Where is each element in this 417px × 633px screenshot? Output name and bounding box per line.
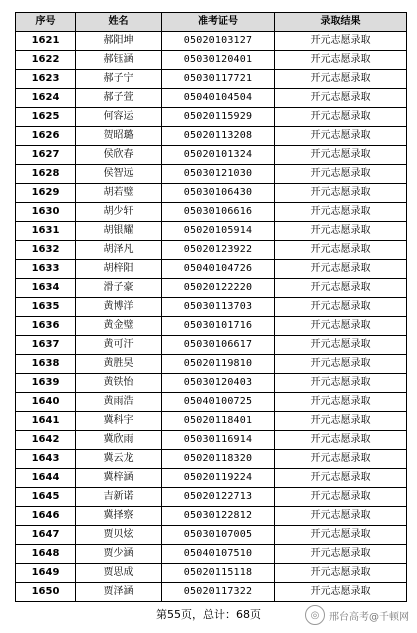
- header-seq: 序号: [16, 13, 76, 32]
- cell-name: 黄雨浩: [76, 393, 162, 412]
- cell-result: 开元志愿录取: [275, 336, 407, 355]
- cell-result: 开元志愿录取: [275, 279, 407, 298]
- cell-name: 冀欣雨: [76, 431, 162, 450]
- cell-seq: 1622: [16, 51, 76, 70]
- cell-exam-id: 05020123922: [162, 241, 275, 260]
- cell-seq: 1621: [16, 32, 76, 51]
- cell-result: 开元志愿录取: [275, 374, 407, 393]
- wechat-icon: ◎: [305, 605, 325, 625]
- cell-seq: 1640: [16, 393, 76, 412]
- cell-exam-id: 05030113703: [162, 298, 275, 317]
- cell-exam-id: 05030101716: [162, 317, 275, 336]
- table-row: [16, 165, 407, 184]
- cell-exam-id: 05030116914: [162, 431, 275, 450]
- cell-seq: 1642: [16, 431, 76, 450]
- cell-exam-id: 05030106617: [162, 336, 275, 355]
- table-row: [16, 450, 407, 469]
- table-row: [16, 412, 407, 431]
- cell-name: 郝子宁: [76, 70, 162, 89]
- cell-name: 贺昭璐: [76, 127, 162, 146]
- table-row: [16, 51, 407, 70]
- cell-result: 开元志愿录取: [275, 317, 407, 336]
- cell-seq: 1623: [16, 70, 76, 89]
- table-row: [16, 127, 407, 146]
- cell-exam-id: 05020115929: [162, 108, 275, 127]
- cell-name: 胡泽凡: [76, 241, 162, 260]
- cell-result: 开元志愿录取: [275, 583, 407, 602]
- table-row: [16, 203, 407, 222]
- cell-name: 侯欣春: [76, 146, 162, 165]
- header-result: 录取结果: [275, 13, 407, 32]
- cell-result: 开元志愿录取: [275, 298, 407, 317]
- table-row: [16, 108, 407, 127]
- table-row: [16, 564, 407, 583]
- table-row: [16, 222, 407, 241]
- cell-name: 冀梓涵: [76, 469, 162, 488]
- cell-exam-id: 05020119810: [162, 355, 275, 374]
- cell-exam-id: 05030107005: [162, 526, 275, 545]
- table-row: [16, 146, 407, 165]
- cell-result: 开元志愿录取: [275, 89, 407, 108]
- cell-result: 开元志愿录取: [275, 355, 407, 374]
- cell-result: 开元志愿录取: [275, 260, 407, 279]
- table-row: [16, 507, 407, 526]
- cell-exam-id: 05040100725: [162, 393, 275, 412]
- cell-exam-id: 05030120401: [162, 51, 275, 70]
- cell-exam-id: 05020115118: [162, 564, 275, 583]
- cell-name: 吉新诺: [76, 488, 162, 507]
- cell-result: 开元志愿录取: [275, 241, 407, 260]
- cell-seq: 1648: [16, 545, 76, 564]
- cell-exam-id: 05040104504: [162, 89, 275, 108]
- table-row: [16, 583, 407, 602]
- cell-result: 开元志愿录取: [275, 393, 407, 412]
- cell-name: 滑子豪: [76, 279, 162, 298]
- cell-name: 何容运: [76, 108, 162, 127]
- cell-exam-id: 05020113208: [162, 127, 275, 146]
- cell-seq: 1631: [16, 222, 76, 241]
- cell-exam-id: 05030117721: [162, 70, 275, 89]
- cell-seq: 1629: [16, 184, 76, 203]
- cell-seq: 1633: [16, 260, 76, 279]
- cell-name: 侯智远: [76, 165, 162, 184]
- cell-name: 贾泽涵: [76, 583, 162, 602]
- table-row: [16, 355, 407, 374]
- cell-seq: 1649: [16, 564, 76, 583]
- cell-exam-id: 05020118320: [162, 450, 275, 469]
- cell-name: 胡若璧: [76, 184, 162, 203]
- table-row: [16, 184, 407, 203]
- page-footer: 第55页，总计：68页: [156, 608, 261, 621]
- table-row: [16, 32, 407, 51]
- cell-seq: 1639: [16, 374, 76, 393]
- cell-exam-id: 05030106616: [162, 203, 275, 222]
- cell-seq: 1626: [16, 127, 76, 146]
- cell-result: 开元志愿录取: [275, 108, 407, 127]
- cell-seq: 1646: [16, 507, 76, 526]
- table-row: [16, 298, 407, 317]
- cell-exam-id: 05030120403: [162, 374, 275, 393]
- cell-exam-id: 05040107510: [162, 545, 275, 564]
- cell-name: 黄胜昊: [76, 355, 162, 374]
- cell-seq: 1650: [16, 583, 76, 602]
- cell-result: 开元志愿录取: [275, 488, 407, 507]
- cell-exam-id: 05020117322: [162, 583, 275, 602]
- cell-exam-id: 05030121030: [162, 165, 275, 184]
- table-row: [16, 89, 407, 108]
- cell-seq: 1637: [16, 336, 76, 355]
- cell-exam-id: 05020122220: [162, 279, 275, 298]
- cell-result: 开元志愿录取: [275, 431, 407, 450]
- table-row: [16, 279, 407, 298]
- cell-name: 郝子萱: [76, 89, 162, 108]
- table-row: [16, 393, 407, 412]
- cell-exam-id: 05020119224: [162, 469, 275, 488]
- cell-name: 冀云龙: [76, 450, 162, 469]
- cell-name: 贾少涵: [76, 545, 162, 564]
- header-exam-id: 准考证号: [162, 13, 275, 32]
- table-row: [16, 488, 407, 507]
- cell-seq: 1624: [16, 89, 76, 108]
- cell-exam-id: 05020118401: [162, 412, 275, 431]
- cell-result: 开元志愿录取: [275, 469, 407, 488]
- admission-table: [15, 12, 407, 602]
- cell-seq: 1647: [16, 526, 76, 545]
- cell-name: 郝钰涵: [76, 51, 162, 70]
- table-row: [16, 317, 407, 336]
- cell-result: 开元志愿录取: [275, 564, 407, 583]
- cell-seq: 1632: [16, 241, 76, 260]
- cell-name: 胡梓阳: [76, 260, 162, 279]
- cell-name: 黄铁怡: [76, 374, 162, 393]
- cell-result: 开元志愿录取: [275, 412, 407, 431]
- cell-name: 黄可汗: [76, 336, 162, 355]
- cell-seq: 1630: [16, 203, 76, 222]
- cell-result: 开元志愿录取: [275, 165, 407, 184]
- cell-result: 开元志愿录取: [275, 70, 407, 89]
- cell-result: 开元志愿录取: [275, 222, 407, 241]
- cell-result: 开元志愿录取: [275, 526, 407, 545]
- cell-name: 郝阳坤: [76, 32, 162, 51]
- table-row: [16, 431, 407, 450]
- cell-result: 开元志愿录取: [275, 146, 407, 165]
- cell-name: 胡少轩: [76, 203, 162, 222]
- cell-seq: 1643: [16, 450, 76, 469]
- watermark: [305, 604, 409, 626]
- cell-seq: 1625: [16, 108, 76, 127]
- cell-exam-id: 05040104726: [162, 260, 275, 279]
- cell-result: 开元志愿录取: [275, 545, 407, 564]
- cell-result: 开元志愿录取: [275, 51, 407, 70]
- cell-exam-id: 05020103127: [162, 32, 275, 51]
- cell-seq: 1644: [16, 469, 76, 488]
- cell-result: 开元志愿录取: [275, 184, 407, 203]
- cell-name: 冀择察: [76, 507, 162, 526]
- table-row: [16, 241, 407, 260]
- watermark-text: 邢台高考@千顿网: [329, 611, 409, 623]
- cell-result: 开元志愿录取: [275, 32, 407, 51]
- cell-seq: 1627: [16, 146, 76, 165]
- table-row: [16, 260, 407, 279]
- table-row: [16, 374, 407, 393]
- cell-exam-id: 05030122812: [162, 507, 275, 526]
- cell-exam-id: 05030106430: [162, 184, 275, 203]
- cell-seq: 1634: [16, 279, 76, 298]
- cell-name: 胡银耀: [76, 222, 162, 241]
- cell-name: 黄金璧: [76, 317, 162, 336]
- cell-result: 开元志愿录取: [275, 203, 407, 222]
- cell-result: 开元志愿录取: [275, 450, 407, 469]
- cell-name: 黄博洋: [76, 298, 162, 317]
- cell-exam-id: 05020101324: [162, 146, 275, 165]
- cell-name: 贾贝炫: [76, 526, 162, 545]
- cell-exam-id: 05020122713: [162, 488, 275, 507]
- cell-seq: 1628: [16, 165, 76, 184]
- table-header-row: [16, 13, 407, 32]
- cell-seq: 1641: [16, 412, 76, 431]
- table-row: [16, 526, 407, 545]
- header-name: 姓名: [76, 13, 162, 32]
- table-row: [16, 469, 407, 488]
- table-row: [16, 336, 407, 355]
- cell-seq: 1638: [16, 355, 76, 374]
- cell-name: 冀科宇: [76, 412, 162, 431]
- cell-seq: 1636: [16, 317, 76, 336]
- cell-result: 开元志愿录取: [275, 127, 407, 146]
- cell-exam-id: 05020105914: [162, 222, 275, 241]
- cell-name: 贾思成: [76, 564, 162, 583]
- cell-seq: 1645: [16, 488, 76, 507]
- cell-result: 开元志愿录取: [275, 507, 407, 526]
- cell-seq: 1635: [16, 298, 76, 317]
- table-row: [16, 70, 407, 89]
- table-row: [16, 545, 407, 564]
